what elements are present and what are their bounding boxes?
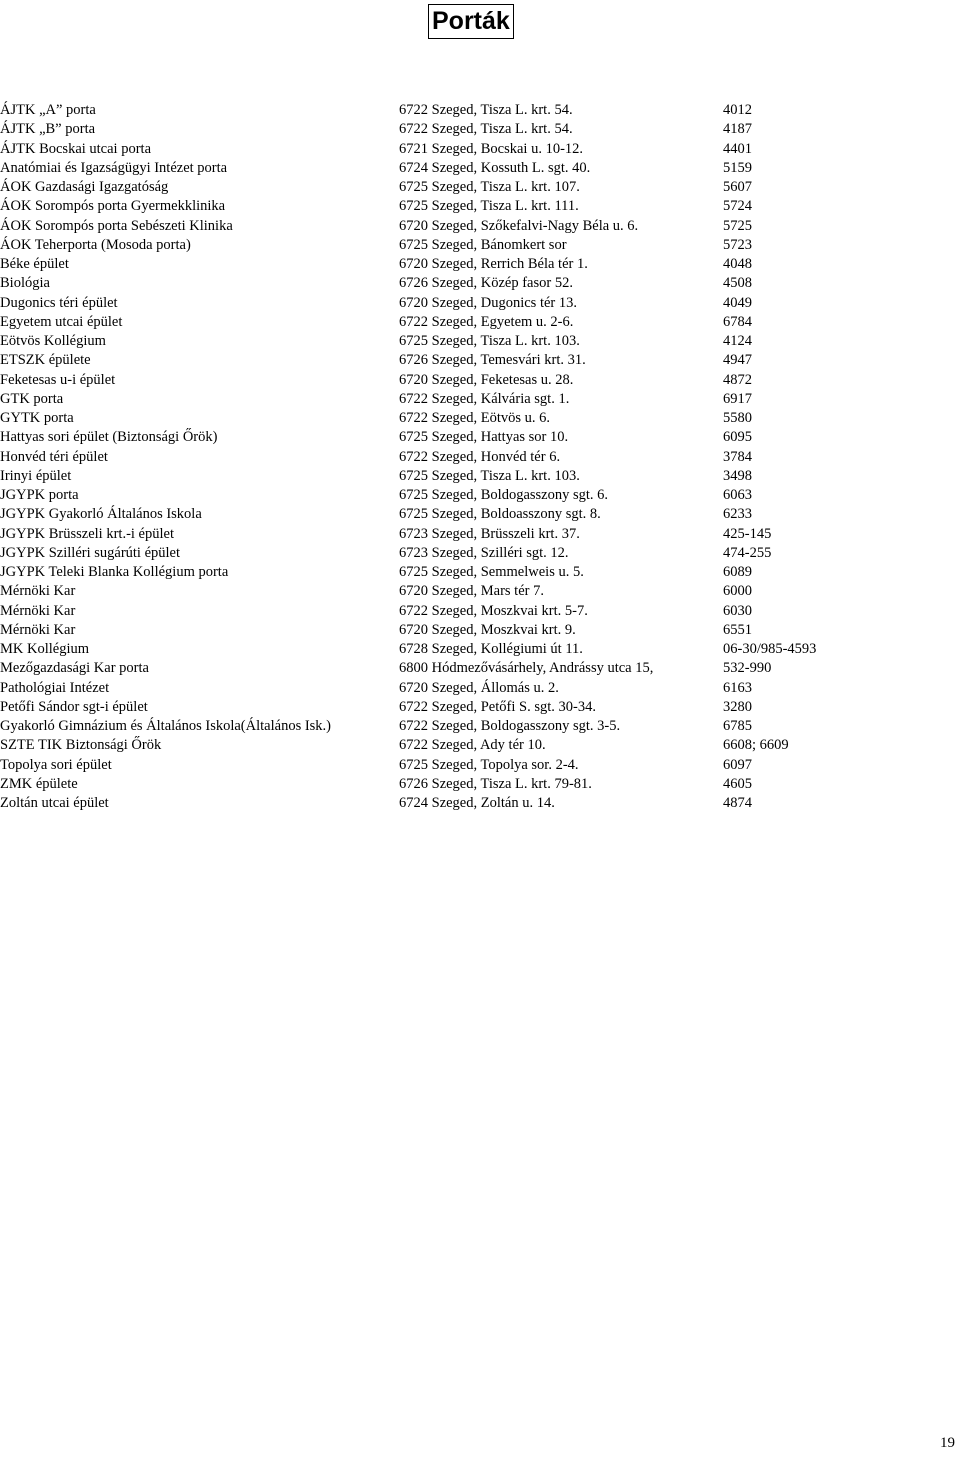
phone-extension: 6233 <box>723 506 752 523</box>
location-name: ÁOK Gazdasági Igazgatóság <box>0 179 169 195</box>
list-item <box>0 101 960 120</box>
phone-extension: 3280 <box>723 698 752 715</box>
list-item <box>0 140 960 159</box>
location-name: ÁJTK „A” porta <box>0 102 96 118</box>
location-address: 6722 Szeged, Tisza L. krt. 54. <box>399 102 573 118</box>
list-item <box>0 120 960 139</box>
list-item <box>0 294 960 313</box>
location-address: 6725 Szeged, Tisza L. krt. 107. <box>399 179 580 195</box>
location-address: 6725 Szeged, Semmelweis u. 5. <box>399 564 584 580</box>
location-name: Mérnöki Kar <box>0 621 76 638</box>
location-address: 6800 Hódmezővásárhely, Andrássy utca 15, <box>399 660 654 677</box>
location-name: Pathológiai Intézet <box>0 679 110 696</box>
list-item <box>0 602 960 621</box>
location-name: MK Kollégium <box>0 641 90 657</box>
phone-extension: 4947 <box>723 352 752 369</box>
location-name: ÁJTK Bocskai utcai porta <box>0 140 152 157</box>
location-address: 6720 Szeged, Mars tér 7. <box>399 583 544 600</box>
location-address: 6722 Szeged, Ady tér 10. <box>399 737 546 754</box>
location-name: ÁOK Teherporta (Mosoda porta) <box>0 236 191 253</box>
list-item <box>0 467 960 486</box>
location-name: Hattyas sori épület (Biztonsági Őrök) <box>0 429 218 446</box>
phone-extension: 6917 <box>723 390 752 407</box>
location-name: Feketesas u-i épület <box>0 371 116 388</box>
location-address: 6725 Szeged, Tisza L. krt. 111. <box>399 198 579 215</box>
location-address: 6720 Szeged, Feketesas u. 28. <box>399 371 574 388</box>
list-item <box>0 332 960 351</box>
phone-extension: 425-145 <box>723 525 772 542</box>
location-name: Dugonics téri épület <box>0 294 118 311</box>
list-item <box>0 197 960 216</box>
location-name: ÁOK Sorompós porta Sebészeti Klinika <box>0 217 233 234</box>
location-address: 6726 Szeged, Tisza L. krt. 79-81. <box>399 775 592 792</box>
list-item <box>0 371 960 390</box>
location-name: Béke épület <box>0 256 69 272</box>
list-item <box>0 313 960 332</box>
phone-extension: 4401 <box>723 140 752 157</box>
location-address: 6722 Szeged, Honvéd tér 6. <box>399 448 561 465</box>
phone-extension: 5725 <box>723 217 752 234</box>
list-item <box>0 390 960 409</box>
location-name: GTK porta <box>0 390 64 407</box>
location-address: 6722 Szeged, Eötvös u. 6. <box>399 410 551 426</box>
location-name: JGYPK porta <box>0 487 79 503</box>
location-address: 6724 Szeged, Zoltán u. 14. <box>399 795 555 811</box>
location-name: Mérnöki Kar <box>0 602 76 619</box>
list-item <box>0 351 960 370</box>
phone-extension: 6551 <box>723 621 752 638</box>
phone-extension: 3784 <box>723 448 752 465</box>
phone-extension: 5159 <box>723 159 752 176</box>
phone-extension: 4012 <box>723 102 752 118</box>
location-address: 6725 Szeged, Hattyas sor 10. <box>399 429 569 446</box>
list-item <box>0 756 960 775</box>
location-name: Egyetem utcai épület <box>0 313 123 330</box>
phone-extension: 6030 <box>723 602 752 619</box>
phone-extension: 4874 <box>723 795 752 811</box>
phone-extension: 6089 <box>723 564 752 580</box>
location-name: JGYPK Szilléri sugárúti épület <box>0 544 181 561</box>
list-item <box>0 178 960 197</box>
location-address: 6720 Szeged, Rerrich Béla tér 1. <box>399 256 588 272</box>
location-address: 6725 Szeged, Bánomkert sor <box>399 236 567 253</box>
phone-extension: 4187 <box>723 121 752 138</box>
list-item <box>0 428 960 447</box>
location-name: SZTE TIK Biztonsági Őrök <box>0 737 162 754</box>
list-item <box>0 679 960 698</box>
list-item <box>0 698 960 717</box>
location-name: Mérnöki Kar <box>0 583 76 600</box>
list-item <box>0 640 960 659</box>
location-name: Petőfi Sándor sgt-i épület <box>0 698 148 715</box>
list-item <box>0 486 960 505</box>
location-address: 6722 Szeged, Boldogasszony sgt. 3-5. <box>399 718 621 734</box>
location-address: 6722 Szeged, Tisza L. krt. 54. <box>399 121 573 138</box>
phone-extension: 4049 <box>723 294 752 311</box>
location-name: JGYPK Teleki Blanka Kollégium porta <box>0 564 229 580</box>
location-name: Anatómiai és Igazságügyi Intézet porta <box>0 159 228 176</box>
location-name: JGYPK Brüsszeli krt.-i épület <box>0 525 174 542</box>
phone-extension: 6785 <box>723 718 752 734</box>
phone-extension: 4124 <box>723 333 752 349</box>
location-address: 6726 Szeged, Temesvári krt. 31. <box>399 352 586 369</box>
location-name: Zoltán utcai épület <box>0 795 109 811</box>
location-name: Eötvös Kollégium <box>0 333 106 349</box>
location-address: 6725 Szeged, Topolya sor. 2-4. <box>399 756 579 773</box>
phone-extension: 5607 <box>723 179 752 195</box>
list-item <box>0 717 960 736</box>
list-item <box>0 448 960 467</box>
location-name: Gyakorló Gimnázium és Általános Iskola(Általános Isk.) <box>0 718 332 734</box>
phone-extension: 6163 <box>723 679 752 696</box>
location-name: Biológia <box>0 275 50 292</box>
location-name: Honvéd téri épület <box>0 448 108 465</box>
location-address: 6725 Szeged, Tisza L. krt. 103. <box>399 467 580 484</box>
location-name: Mezőgazdasági Kar porta <box>0 660 149 677</box>
phone-extension: 4872 <box>723 371 752 388</box>
phone-extension: 5724 <box>723 198 752 215</box>
phone-extension: 474-255 <box>723 544 772 561</box>
list-item <box>0 255 960 274</box>
location-address: 6720 Szeged, Állomás u. 2. <box>399 679 559 696</box>
phone-extension: 6095 <box>723 429 752 446</box>
location-name: Topolya sori épület <box>0 756 112 773</box>
list-item <box>0 274 960 293</box>
location-address: 6725 Szeged, Tisza L. krt. 103. <box>399 333 580 349</box>
phone-extension: 5580 <box>723 410 752 426</box>
list-item <box>0 563 960 582</box>
phone-extension: 4605 <box>723 775 752 792</box>
list-item <box>0 409 960 428</box>
location-name: GYTK porta <box>0 410 74 426</box>
list-item <box>0 236 960 255</box>
location-address: 6723 Szeged, Szilléri sgt. 12. <box>399 544 569 561</box>
location-name: JGYPK Gyakorló Általános Iskola <box>0 506 202 523</box>
location-name: Irinyi épület <box>0 467 72 484</box>
list-item <box>0 775 960 794</box>
list-item <box>0 794 960 813</box>
location-address: 6726 Szeged, Közép fasor 52. <box>399 275 573 292</box>
location-address: 6722 Szeged, Kálvária sgt. 1. <box>399 390 570 407</box>
list-item <box>0 659 960 678</box>
location-address: 6720 Szeged, Dugonics tér 13. <box>399 294 577 311</box>
phone-extension: 6608; 6609 <box>723 737 789 754</box>
phone-extension: 532-990 <box>723 660 772 677</box>
location-address: 6724 Szeged, Kossuth L. sgt. 40. <box>399 159 591 176</box>
location-name: ÁJTK „B” porta <box>0 121 96 138</box>
porta-list <box>0 101 960 813</box>
list-item <box>0 544 960 563</box>
location-name: ETSZK épülete <box>0 352 91 369</box>
phone-extension: 6097 <box>723 756 752 773</box>
list-item <box>0 525 960 544</box>
location-address: 6728 Szeged, Kollégiumi út 11. <box>399 641 583 657</box>
location-address: 6721 Szeged, Bocskai u. 10-12. <box>399 140 584 157</box>
location-address: 6723 Szeged, Brüsszeli krt. 37. <box>399 525 580 542</box>
phone-extension: 4048 <box>723 256 752 272</box>
phone-extension: 6063 <box>723 487 752 503</box>
phone-extension: 06-30/985-4593 <box>723 641 817 657</box>
list-item <box>0 621 960 640</box>
list-item <box>0 159 960 178</box>
location-address: 6725 Szeged, Boldogasszony sgt. 6. <box>399 487 609 503</box>
phone-extension: 3498 <box>723 467 752 484</box>
list-item <box>0 582 960 601</box>
location-name: ÁOK Sorompós porta Gyermekklinika <box>0 198 226 215</box>
page-number: 19 <box>940 1435 955 1451</box>
location-address: 6722 Szeged, Moszkvai krt. 5-7. <box>399 602 588 619</box>
location-address: 6722 Szeged, Egyetem u. 2-6. <box>399 313 574 330</box>
location-address: 6725 Szeged, Boldoasszony sgt. 8. <box>399 506 601 523</box>
list-item <box>0 505 960 524</box>
location-address: 6720 Szeged, Szőkefalvi-Nagy Béla u. 6. <box>399 217 639 234</box>
phone-extension: 4508 <box>723 275 752 292</box>
location-name: ZMK épülete <box>0 775 78 792</box>
phone-extension: 6000 <box>723 583 752 600</box>
page-title: Porták <box>428 4 514 39</box>
phone-extension: 5723 <box>723 236 752 253</box>
location-address: 6720 Szeged, Moszkvai krt. 9. <box>399 621 576 638</box>
phone-extension: 6784 <box>723 313 752 330</box>
list-item <box>0 217 960 236</box>
location-address: 6722 Szeged, Petőfi S. sgt. 30-34. <box>399 698 596 715</box>
list-item <box>0 736 960 755</box>
